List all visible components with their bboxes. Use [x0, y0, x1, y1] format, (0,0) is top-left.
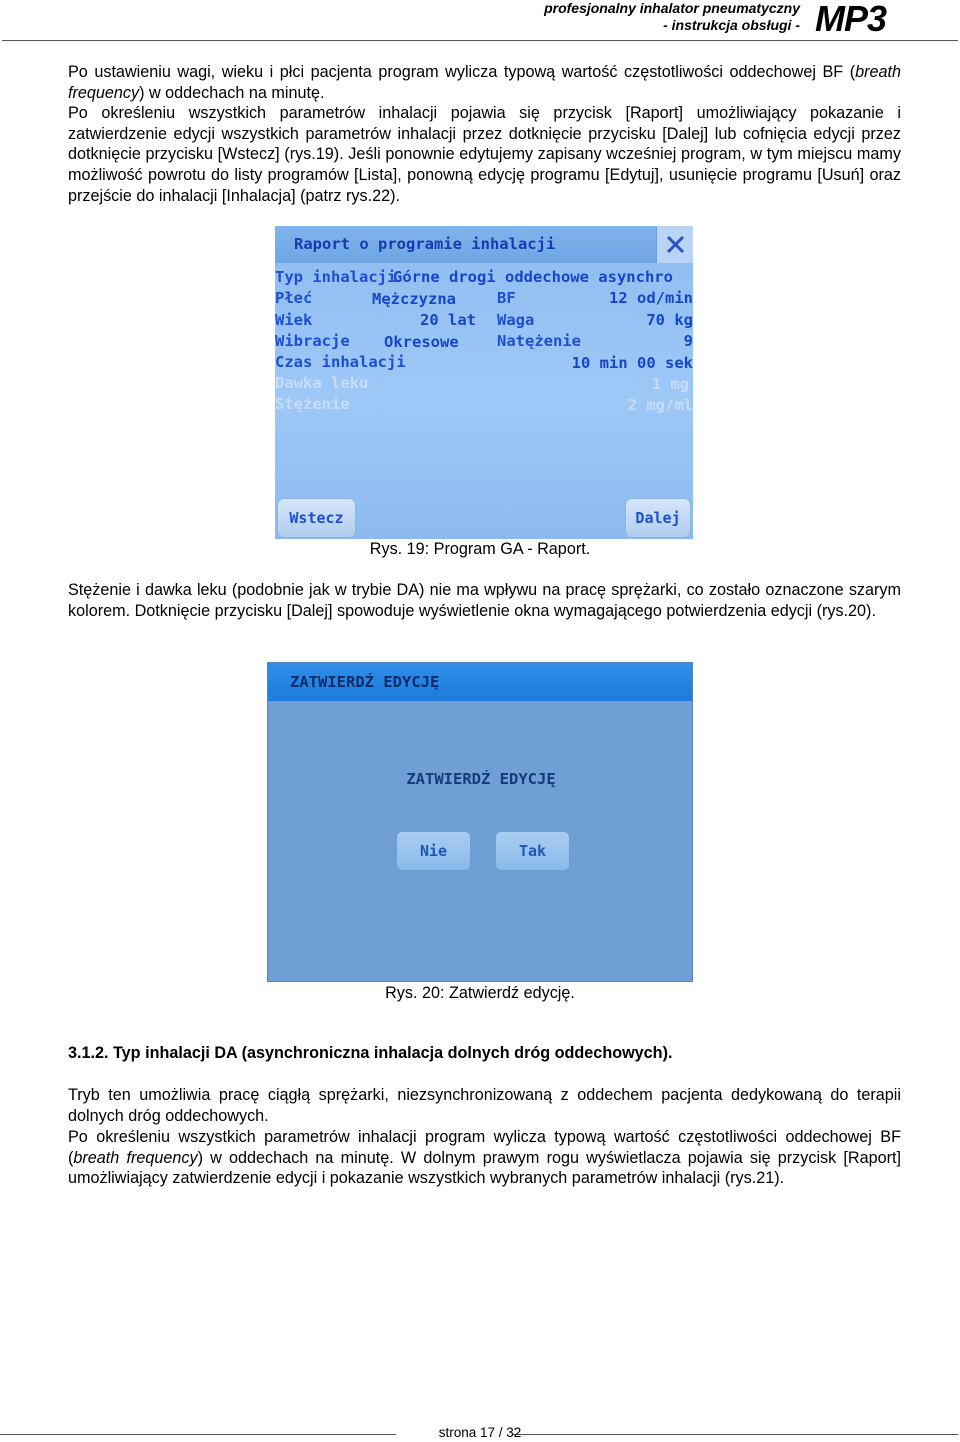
paragraph-report: Po określeniu wszystkich parametrów inhalacji pojawia się przycisk [Raport] umożliwiający pokazanie i zatwierdzenie edycji wszystkich parametrów inhalacji przez dotknięcie przycisku [Dalej] lub cofnięcia edycji przez dotknięcie przycisku [Wstecz] (rys.19). Jeśli ponownie edytujemy zapisany wcześniej program, w tym miejscu mamy możliwość powrotu do listy programów [Lista], ponowną edycję programu [Edytuj], usunięcie programu [Usuń] oraz przejście do inhalacji [Inhalacja] (patrz rys.22).: [68, 104, 901, 205]
czas-label: Czas inhalacji: [275, 353, 406, 371]
stezenie-value: 2 mg/ml: [627, 396, 693, 414]
para5-text-after: ) w oddechach na minutę. W dolnym prawym rogu wyświetlacza pojawia się przycisk [Raport] umożliwiający zatwierdzenie edycji i pokazanie wszystkich wybranych parametrów inhalacji (rys.21).: [68, 1148, 901, 1188]
yes-button[interactable]: Tak: [495, 831, 570, 871]
paragraph-concentration: Stężenie i dawka leku (podobnie jak w trybie DA) nie ma wpływu na pracę sprężarki, co zostało oznaczone szarym kolorem. Dotknięcie przycisku [Dalej] spowoduje wyświetlenie okna wymagającego potwierdzenia edycji (rys.20).: [68, 581, 901, 620]
report-screen: [275, 226, 693, 539]
stezenie-label: Stężenie: [275, 395, 350, 413]
section-heading: 3.1.2. Typ inhalacji DA (asynchroniczna inhalacja dolnych dróg oddechowych).: [68, 1044, 673, 1062]
paragraph-bf-intro: [68, 62, 901, 103]
natezenie-label: Natężenie: [497, 332, 581, 350]
dawka-value: 1 mg: [651, 375, 689, 393]
page-number: strona 17 / 32: [438, 1425, 522, 1440]
report-title: Raport o programie inhalacji: [294, 235, 556, 253]
header-line-1: profesjonalny inhalator pneumatyczny: [544, 0, 800, 16]
confirm-titlebar: [268, 663, 693, 701]
paragraph-da-mode: Tryb ten umożliwia pracę ciągłą sprężarki, niezsynchronizowaną z oddechem pacjenta dedykowaną do terapii dolnych dróg oddechowych.: [68, 1086, 901, 1125]
confirm-edit-screen: [267, 662, 693, 982]
para5-text-before: Po określeniu wszystkich parametrów inhalacji program wylicza typową wartość częstotliwości oddechowej BF (: [68, 1128, 901, 1167]
wiek-label: Wiek: [275, 311, 313, 329]
natezenie-value: 9: [683, 332, 693, 350]
header-divider: [2, 40, 958, 41]
para1-text-before: Po ustawieniu wagi, wieku i płci pacjenta program wylicza typową wartość częstotliwości oddechowej BF (: [68, 63, 856, 81]
dawka-label: Dawka leku: [275, 374, 369, 392]
figure-20-caption: Rys. 20: Zatwierdź edycję.: [385, 984, 575, 1002]
para1-italic: breath frequency: [68, 63, 901, 102]
typ-label: Typ inhalacji: [275, 268, 397, 286]
close-button[interactable]: [656, 226, 693, 263]
confirm-message: ZATWIERDŹ EDYCJĘ: [406, 770, 556, 788]
product-logo: MP3: [814, 0, 886, 39]
report-titlebar: [275, 226, 693, 263]
paragraph-da-report: [68, 1127, 901, 1189]
bf-value: 12 od/min: [609, 289, 693, 307]
next-button[interactable]: Dalej: [625, 498, 691, 538]
para1-text-after: ) w oddechach na minutę.: [139, 83, 325, 102]
typ-value: Górne drogi oddechowe asynchro: [393, 268, 673, 286]
back-button[interactable]: Wstecz: [277, 498, 356, 538]
wibracje-label: Wibracje: [275, 332, 350, 350]
plec-value: Mężczyzna: [372, 290, 456, 308]
plec-label: Płeć: [275, 289, 313, 307]
waga-value: 70 kg: [646, 311, 693, 329]
header-line-2: - instrukcja obsługi -: [663, 17, 800, 33]
wibracje-value: Okresowe: [384, 333, 459, 351]
document-header: [544, 0, 800, 34]
czas-value: 10 min 00 sek: [571, 354, 693, 372]
wiek-value: 20 lat: [420, 311, 476, 329]
no-button[interactable]: Nie: [396, 831, 471, 871]
close-icon: [666, 235, 685, 254]
confirm-title: ZATWIERDŹ EDYCJĘ: [290, 673, 440, 691]
figure-19-caption: Rys. 19: Program GA - Raport.: [369, 540, 591, 558]
para5-italic: breath frequency: [73, 1148, 198, 1167]
waga-label: Waga: [497, 311, 535, 329]
bf-label: BF: [497, 289, 516, 307]
